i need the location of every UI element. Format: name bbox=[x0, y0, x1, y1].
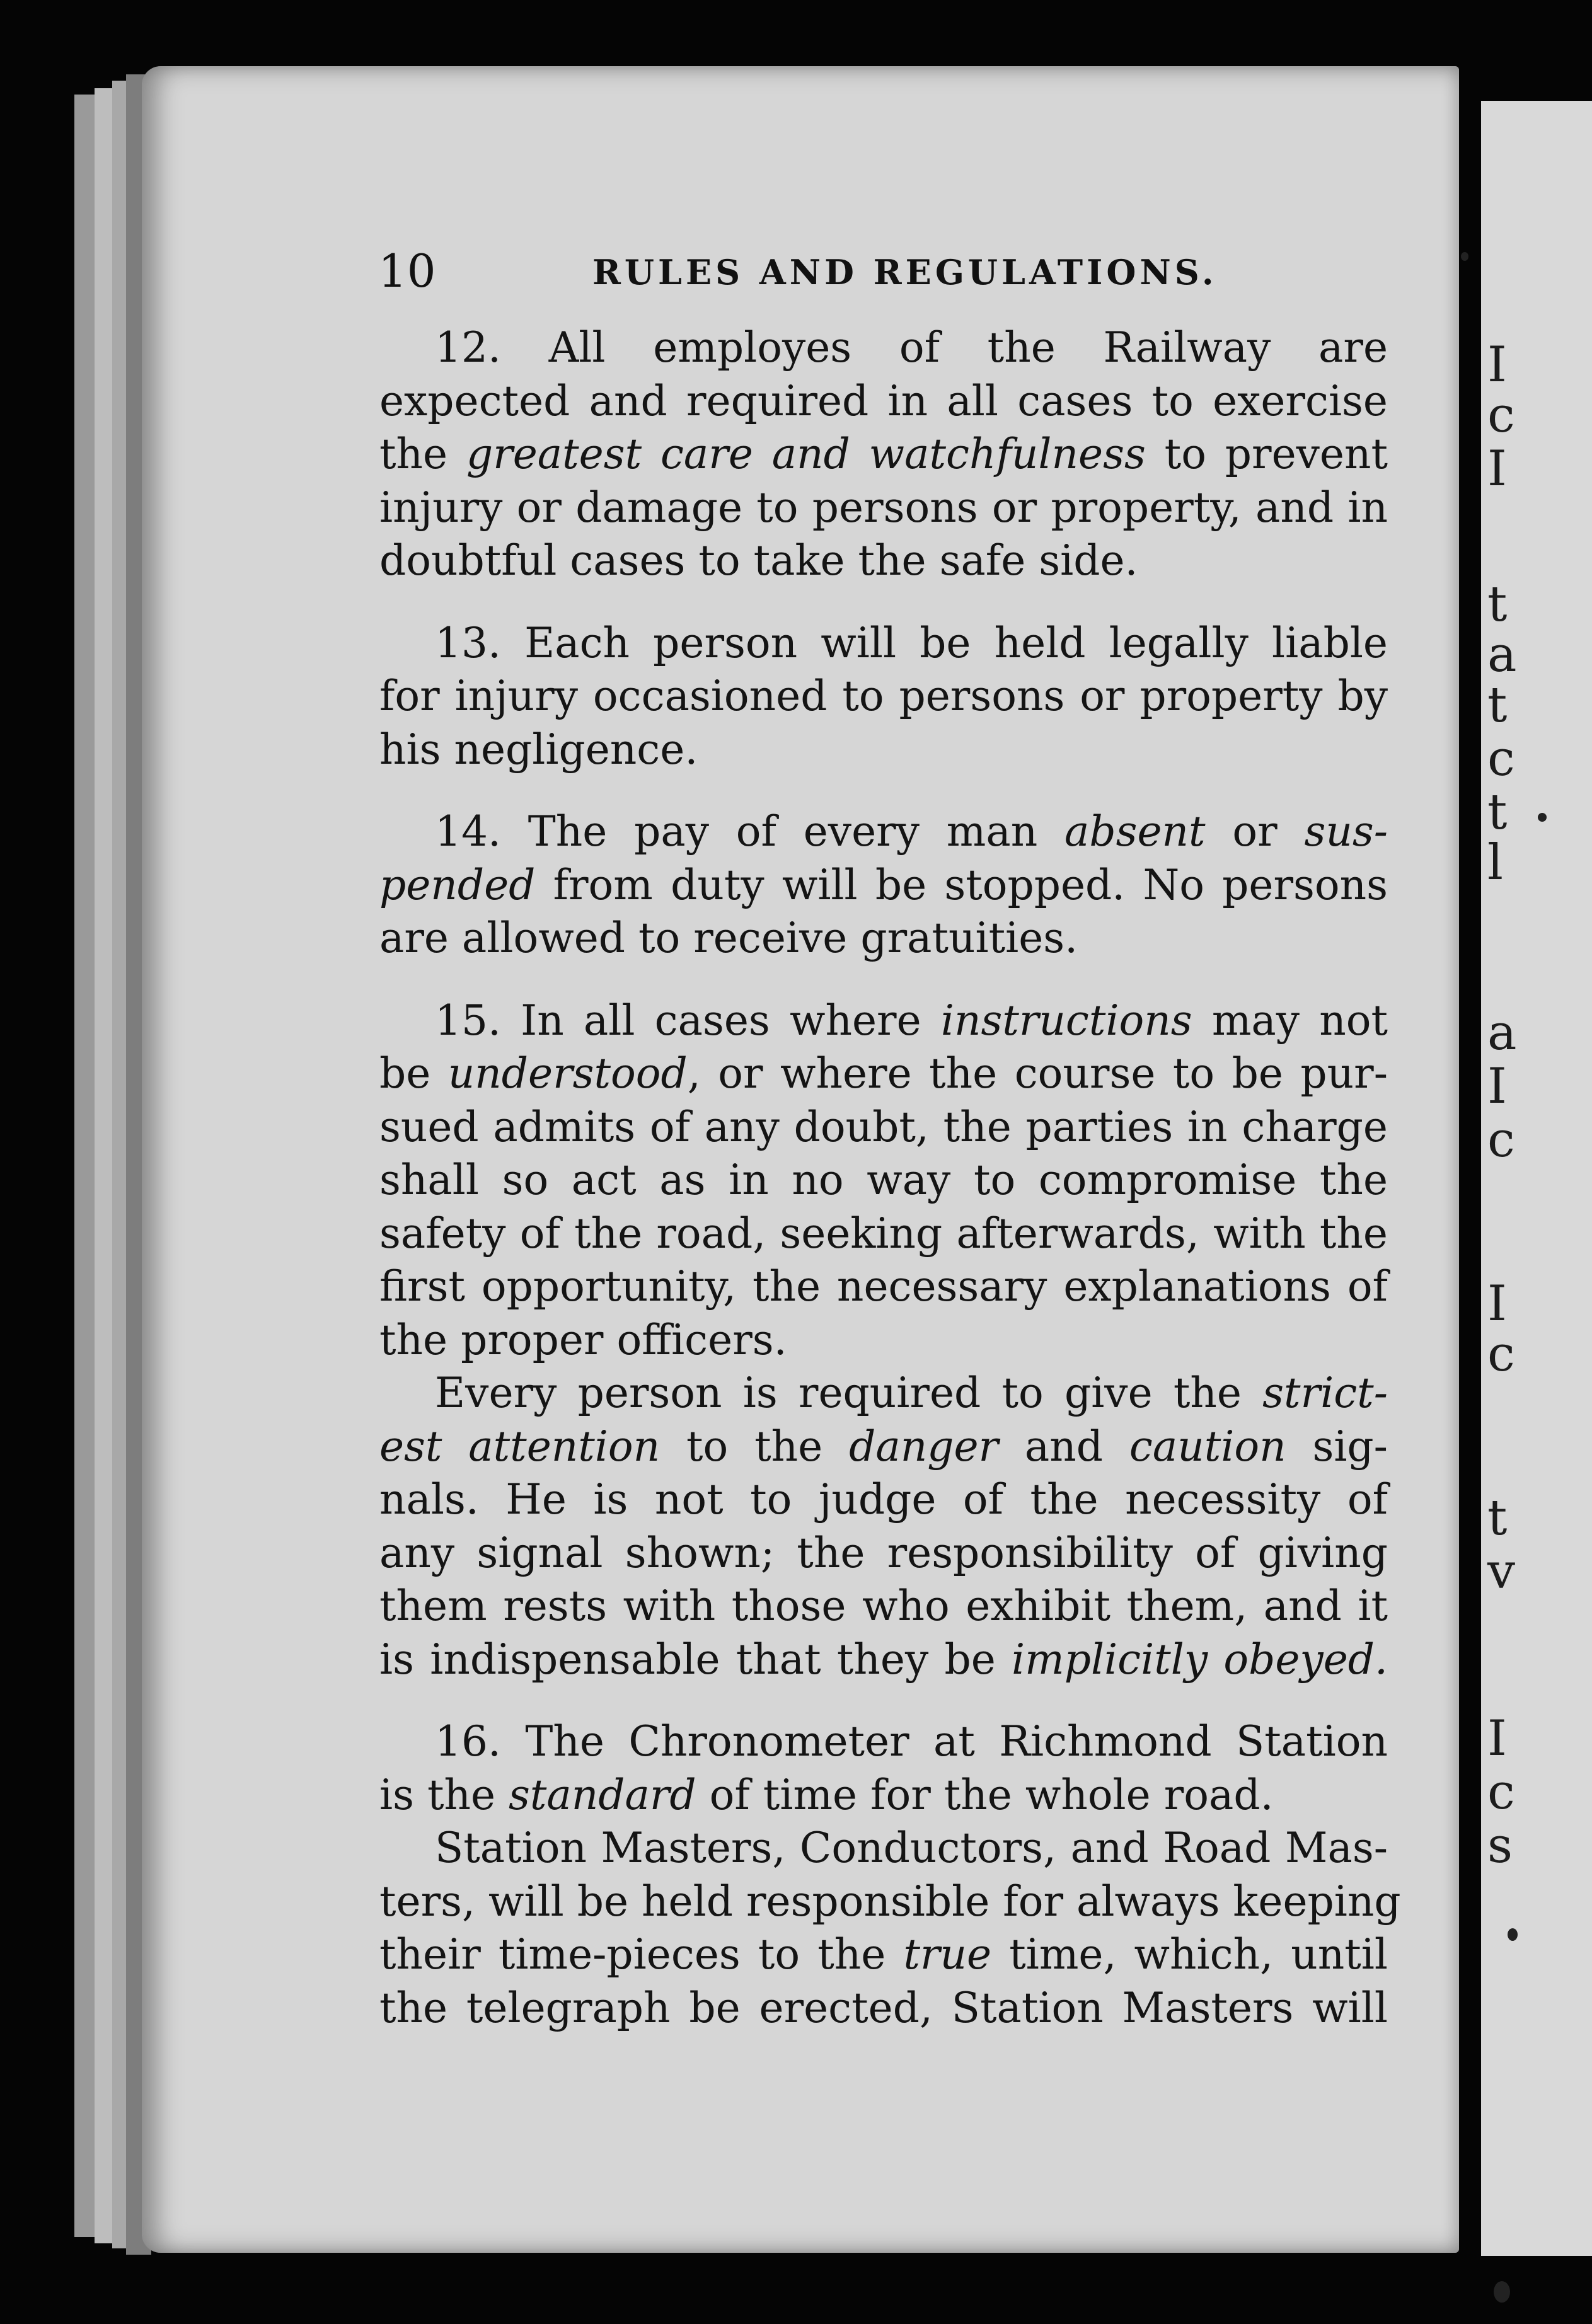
page-number: 10 bbox=[378, 244, 436, 297]
ink-speck bbox=[1494, 2281, 1510, 2303]
text-line: ters, will be held responsible for always keeping bbox=[379, 1877, 1401, 1926]
emphasis: instructions bbox=[940, 996, 1192, 1045]
emphasis: danger bbox=[849, 1422, 999, 1471]
emphasis: implicitly obeyed. bbox=[1012, 1635, 1388, 1684]
text-fragment: a bbox=[1487, 1004, 1517, 1061]
running-head: RULES AND REGULATIONS. bbox=[592, 252, 1218, 292]
rule-14 bbox=[379, 805, 1388, 965]
text-line: sued admits of any doubt, the parties in charge bbox=[379, 1102, 1388, 1151]
text-line: est attention to the danger and caution sig- bbox=[379, 1422, 1388, 1471]
text-line: the proper officers. bbox=[379, 1315, 787, 1364]
text-fragment: c bbox=[1487, 1764, 1515, 1821]
emphasis: strict- bbox=[1262, 1369, 1388, 1417]
page-gutter bbox=[1461, 63, 1481, 2281]
text-line: them rests with those who exhibit them, and it bbox=[379, 1582, 1388, 1630]
text-fragment: I bbox=[1487, 337, 1507, 393]
text-fragment: I bbox=[1487, 1275, 1507, 1332]
emphasis: understood bbox=[447, 1049, 688, 1098]
rule-13 bbox=[379, 617, 1388, 777]
text-line: the telegraph be erected, Station Masters will bbox=[379, 1983, 1388, 2032]
text-fragment: v bbox=[1487, 1543, 1516, 1600]
text-fragment: c bbox=[1487, 1326, 1515, 1383]
text-line: are allowed to receive gratuities. bbox=[379, 914, 1078, 962]
rule-16 bbox=[379, 1715, 1388, 1822]
text-line: pended from duty will be stopped. No persons bbox=[379, 860, 1388, 909]
text-line: the greatest care and watchfulness to prevent bbox=[379, 430, 1388, 478]
rule-12 bbox=[379, 321, 1388, 588]
text-fragment: I bbox=[1487, 1058, 1507, 1115]
emphasis: pended bbox=[379, 860, 536, 909]
text-line: for injury occasioned to persons or property by bbox=[379, 672, 1388, 720]
text-line: Every person is required to give the strict- bbox=[435, 1369, 1388, 1417]
text-line: any signal shown; the responsibility of giving bbox=[379, 1528, 1388, 1577]
text-fragment: t bbox=[1487, 1490, 1508, 1546]
emphasis: caution bbox=[1129, 1422, 1286, 1471]
emphasis: true bbox=[903, 1930, 992, 1979]
rule-15-continued bbox=[379, 1367, 1388, 1686]
rule-16-continued bbox=[379, 1822, 1401, 2035]
text-line: doubtful cases to take the safe side. bbox=[379, 536, 1138, 585]
emphasis: sus- bbox=[1304, 807, 1388, 856]
emphasis: absent bbox=[1064, 807, 1206, 856]
text-fragment: t bbox=[1487, 576, 1508, 633]
adjacent-page-edge bbox=[1481, 101, 1592, 2256]
text-line: safety of the road, seeking afterwards, with the bbox=[379, 1209, 1388, 1258]
text-fragment: t bbox=[1487, 784, 1508, 841]
text-fragment: l bbox=[1487, 834, 1503, 891]
text-line: their time-pieces to the true time, which, until bbox=[379, 1930, 1388, 1979]
text-line: shall so act as in no way to compromise the bbox=[379, 1156, 1388, 1204]
text-line: his negligence. bbox=[379, 725, 698, 774]
text-fragment: c bbox=[1487, 1112, 1515, 1168]
text-line: is the standard of time for the whole road. bbox=[379, 1770, 1274, 1819]
text-fragment: c bbox=[1487, 387, 1515, 444]
text-line: injury or damage to persons or property, and in bbox=[379, 483, 1388, 532]
text-fragment: t bbox=[1487, 677, 1508, 733]
text-line: 14. The pay of every man absent or sus- bbox=[435, 807, 1388, 856]
page-body bbox=[379, 321, 1401, 2035]
ink-speck bbox=[1461, 252, 1468, 261]
rule-15 bbox=[379, 994, 1388, 1367]
text-line: first opportunity, the necessary explanations of bbox=[379, 1262, 1388, 1311]
text-line: 12. All employes of the Railway are bbox=[435, 323, 1388, 372]
text-line: expected and required in all cases to exercise bbox=[379, 376, 1388, 425]
text-line: 16. The Chronometer at Richmond Station bbox=[435, 1717, 1388, 1766]
ink-speck bbox=[1508, 1928, 1518, 1941]
text-line: 15. In all cases where instructions may not bbox=[435, 996, 1388, 1045]
emphasis: greatest care and watchfulness bbox=[466, 430, 1146, 478]
text-line: 13. Each person will be held legally liable bbox=[435, 618, 1388, 667]
text-line: nals. He is not to judge of the necessity of bbox=[379, 1475, 1388, 1524]
text-line: be understood, or where the course to be pur- bbox=[379, 1049, 1388, 1098]
text-fragment: I bbox=[1487, 1710, 1507, 1767]
text-fragment: a bbox=[1487, 626, 1517, 683]
text-fragment: s bbox=[1487, 1817, 1513, 1874]
text-fragment: I bbox=[1487, 440, 1507, 497]
emphasis: est attention bbox=[379, 1422, 660, 1471]
emphasis: standard bbox=[509, 1770, 696, 1819]
text-line: Station Masters, Conductors, and Road Mas- bbox=[435, 1824, 1388, 1872]
text-line: is indispensable that they be implicitly obeyed. bbox=[379, 1635, 1388, 1684]
ink-speck bbox=[1538, 813, 1547, 822]
text-fragment: c bbox=[1487, 730, 1515, 787]
